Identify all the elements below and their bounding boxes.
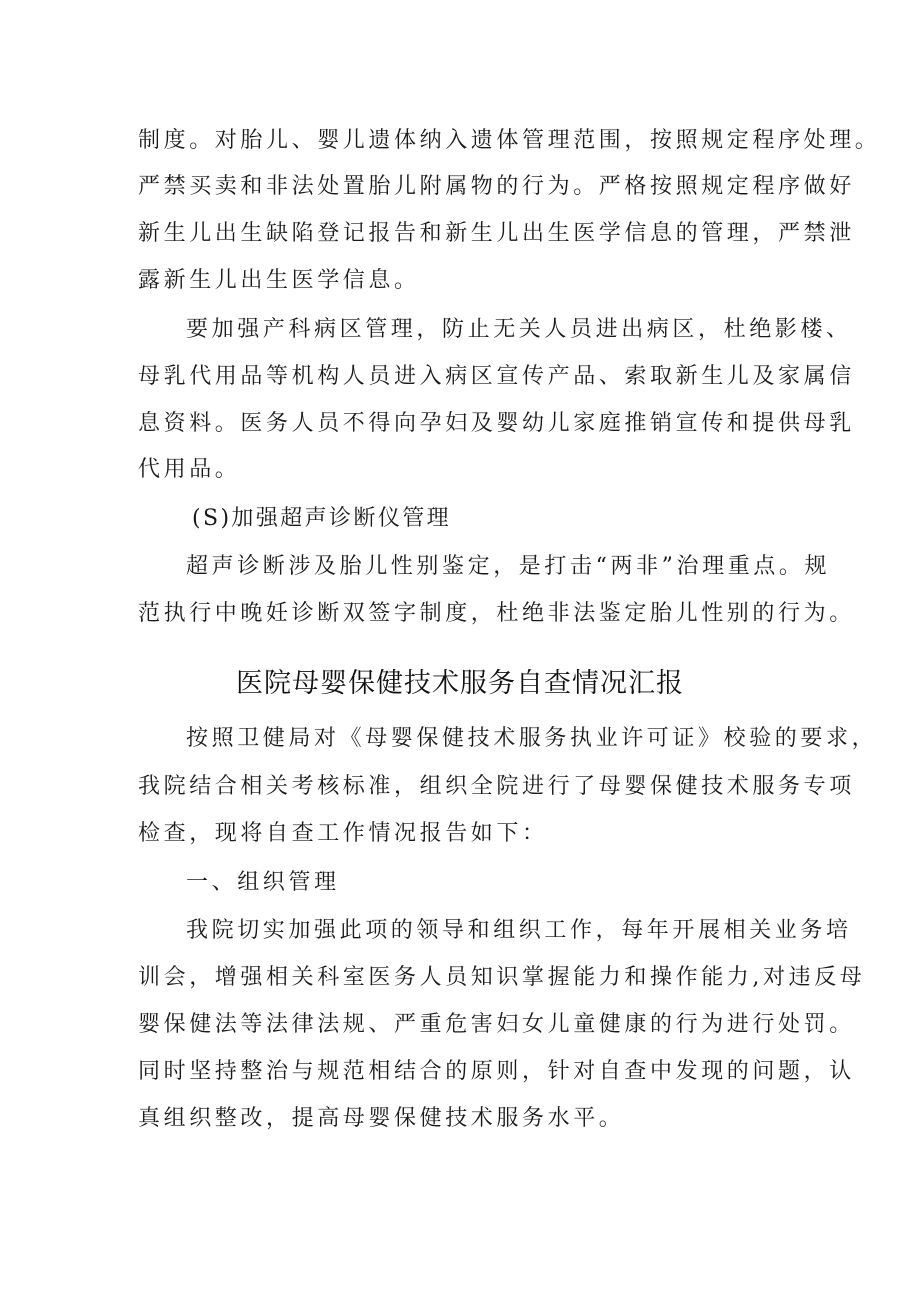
- paragraph-line: 真组织整改，提高母婴保健技术服务水平。: [138, 1106, 625, 1131]
- section-heading: 一、组织管理: [186, 870, 340, 895]
- report-title: 医院母婴保健技术服务自查情况汇报: [236, 668, 684, 699]
- paragraph-line: 露新生儿出生医学信息。: [138, 268, 420, 293]
- paragraph-line: 息资料。医务人员不得向孕妇及婴幼儿家庭推销宣传和提供母乳: [138, 411, 855, 436]
- paragraph-line: 婴保健法等法律法规、严重危害妇女儿童健康的行为进行处罚。: [138, 1012, 855, 1037]
- paragraph-line: 超声诊断涉及胎儿性别鉴定，是打击“两非”治理重点。规: [186, 554, 831, 579]
- paragraph-line: 新生儿出生缺陷登记报告和新生儿出生医学信息的管理，严禁泄: [138, 221, 855, 246]
- paragraph-line: 检查，现将自查工作情况报告如下：: [138, 821, 548, 846]
- paragraph-line: 按照卫健局对《母婴保健技术服务执业许可证》校验的要求，: [186, 726, 878, 751]
- paragraph-line: 训会，增强相关科室医务人员知识掌握能力和操作能力,对违反母: [138, 965, 866, 990]
- subsection-heading: (S)加强超声诊断仪管理: [192, 506, 452, 531]
- paragraph-line: 同时坚持整治与规范相结合的原则，针对自查中发现的问题，认: [138, 1059, 855, 1084]
- paragraph-line: 要加强产科病区管理，防止无关人员进出病区，杜绝影楼、: [186, 317, 852, 342]
- paragraph-line: 代用品。: [138, 457, 241, 482]
- paragraph-line: 母乳代用品等机构人员进入病区宣传产品、索取新生儿及家属信: [138, 364, 855, 389]
- paragraph-line: 我院切实加强此项的领导和组织工作，每年开展相关业务培: [186, 918, 852, 943]
- paragraph-line: 严禁买卖和非法处置胎儿附属物的行为。严格按照规定程序做好: [138, 174, 855, 199]
- paragraph-line: 我院结合相关考核标准，组织全院进行了母婴保健技术服务专项: [138, 774, 855, 799]
- paragraph-line: 范执行中晚妊诊断双签字制度，杜绝非法鉴定胎儿性别的行为。: [138, 601, 855, 626]
- paragraph-line: 制度。对胎儿、婴儿遗体纳入遗体管理范围，按照规定程序处理。: [138, 128, 881, 153]
